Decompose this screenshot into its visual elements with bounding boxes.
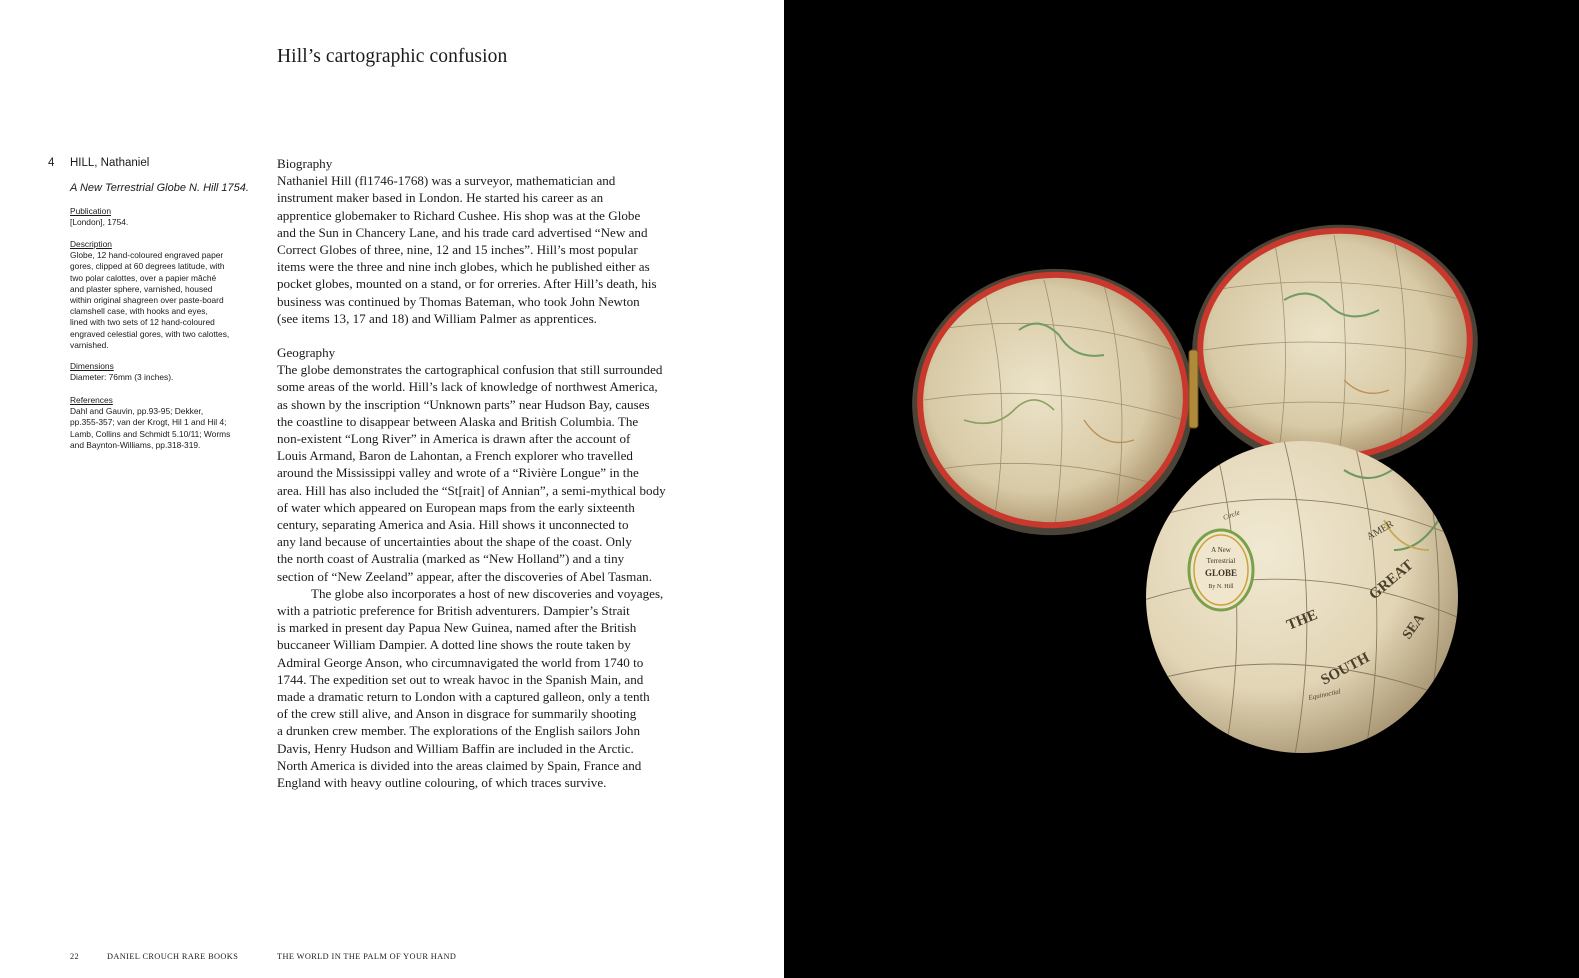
globe-label: SOUTH	[1318, 649, 1373, 689]
description-label: Description	[70, 239, 112, 249]
description-line: and plaster sphere, varnished, housed	[70, 283, 213, 294]
biography-line: pocket globes, mounted on a stand, or for orreries. After Hill’s death, his	[277, 276, 657, 292]
cartouche-line: Terrestrial	[1206, 557, 1236, 565]
description-line: two polar calottes, over a papier mâché	[70, 272, 217, 283]
references-block	[70, 395, 254, 451]
biography-section	[277, 155, 669, 327]
geography-line: is marked in present day Papua New Guinea, named after the British	[277, 620, 637, 636]
geography-section	[277, 344, 669, 791]
dimensions-label: Dimensions	[70, 361, 114, 371]
globe-label: Circle	[1221, 508, 1241, 522]
geography-line: England with heavy outline colouring, of which traces survive.	[277, 775, 607, 791]
geography-line: the north coast of Australia (marked as “New Holland”) and a tiny	[277, 551, 625, 567]
geography-line: buccaneer William Dampier. A dotted line shows the route taken by	[277, 637, 631, 653]
geography-line: made a dramatic return to London with a captured galleon, only a tenth	[277, 689, 650, 705]
geography-line: of water which appeared on European maps from the early sixteenth	[277, 499, 635, 515]
cartouche-line: GLOBE	[1204, 568, 1238, 578]
publication-block	[70, 206, 254, 228]
description-line: Globe, 12 hand-coloured engraved paper	[70, 250, 224, 261]
item-title: A New Terrestrial Globe N. Hill 1754.	[70, 182, 249, 194]
biography-line: Correct Globes of three, nine, 12 and 15 inches”. Hill’s most popular	[277, 242, 638, 258]
cartouche-line: A New	[1211, 546, 1231, 554]
description-line: clamshell case, with hooks and eyes,	[70, 306, 208, 317]
item-number: 4	[48, 157, 55, 169]
biography-line: (see items 13, 17 and 18) and William Palmer as apprentices.	[277, 310, 597, 326]
geography-line: area. Hill has also included the “St[rait] of Annian”, a semi-mythical body	[277, 482, 666, 498]
globe-label: GREAT	[1366, 557, 1417, 604]
geography-heading: Geography	[277, 345, 336, 360]
references-line: and Baynton-Williams, pp.318-319.	[70, 439, 201, 450]
biography-line: instrument maker based in London. He started his career as an	[277, 190, 604, 206]
globe-cartouche	[1189, 530, 1253, 610]
globe-label: SEA	[1399, 611, 1428, 643]
geography-line: the coastline to disappear between Alaska and British Columbia. The	[277, 413, 639, 429]
cartouche-line: By N. Hill	[1208, 584, 1234, 590]
geography-line: section of “New Zeeland” appear, after the discoveries of Abel Tasman.	[277, 568, 652, 584]
biography-line: business was continued by Thomas Bateman, who took John Newton	[277, 293, 640, 309]
geography-line: around the Mississippi valley and wrote of a “Rivière Longue” in the	[277, 465, 639, 481]
footer-book-title: THE WORLD IN THE PALM OF YOUR HAND	[277, 952, 457, 961]
publication-line: [London], 1754.	[70, 217, 129, 228]
globe-label: THE	[1284, 607, 1320, 634]
biography-line: items were the three and nine inch globes, which he published either as	[277, 259, 650, 275]
description-line: engraved celestial gores, with two calottes,	[70, 328, 230, 339]
geography-line: non-existent “Long River” in America is drawn after the account of	[277, 431, 631, 447]
globe-label: AMER	[1365, 518, 1396, 543]
geography-line: a drunken crew member. The explorations of the English sailors John	[277, 723, 641, 739]
geography-line: some areas of the world. Hill’s lack of knowledge of northwest America,	[277, 379, 658, 395]
description-block	[70, 239, 254, 351]
right-page-photo	[784, 0, 1579, 978]
geography-line: century, separating America and Asia. Hill shows it unconnected to	[277, 517, 629, 533]
geography-line: with a patriotic preference for British adventurers. Dampier’s Strait	[277, 603, 630, 619]
geography-line: 1744. The expedition set out to wreak havoc in the Spanish Main, and	[277, 671, 644, 687]
terrestrial-globe	[1144, 440, 1464, 760]
description-line: lined with two sets of 12 hand-coloured	[70, 317, 215, 328]
references-label: References	[70, 395, 113, 405]
folio-number: 22	[70, 952, 80, 961]
left-page	[0, 0, 784, 978]
geography-line: Admiral George Anson, who circumnavigated the world from 1740 to	[277, 654, 644, 670]
item-author: HILL, Nathaniel	[70, 157, 150, 169]
description-line: within original shagreen over paste-board	[70, 295, 224, 306]
globe-label: Equinoctial	[1307, 687, 1342, 702]
biography-line: Nathaniel Hill (fl1746-1768) was a surveyor, mathematician and	[277, 173, 616, 189]
description-line: gores, clipped at 60 degrees latitude, with	[70, 261, 225, 272]
geography-line: of the crew still alive, and Anson in disgrace for summarily shooting	[277, 706, 637, 722]
biography-heading: Biography	[277, 156, 333, 171]
dimensions-block	[70, 361, 254, 383]
geography-line: Louis Armand, Baron de Lahontan, a French explorer who travelled	[277, 448, 633, 464]
references-line: pp.355-357; van der Krogt, Hil 1 and Hil 4;	[70, 417, 227, 428]
dimensions-line: Diameter: 76mm (3 inches).	[70, 372, 174, 383]
geography-line: any land because of uncertainties about the shape of the coast. Only	[277, 534, 632, 550]
description-line: varnished.	[70, 339, 109, 350]
page-title: Hill’s cartographic confusion	[277, 46, 508, 67]
case-shell-left	[895, 251, 1211, 554]
geography-line: The globe demonstrates the cartographical confusion that still surrounded	[277, 362, 663, 378]
biography-line: and the Sun in Chancery Lane, and his trade card advertised “New and	[277, 224, 648, 240]
footer-publisher: DANIEL CROUCH RARE BOOKS	[107, 952, 239, 961]
references-line: Dahl and Gauvin, pp.93-95; Dekker,	[70, 406, 204, 417]
geography-line: as shown by the inscription “Unknown parts” near Hudson Bay, causes	[277, 396, 650, 412]
geography-line: The globe also incorporates a host of new discoveries and voyages,	[311, 585, 664, 601]
geography-line: North America is divided into the areas claimed by Spain, France and	[277, 757, 642, 773]
case-hinge	[1189, 350, 1198, 428]
biography-line: apprentice globemaker to Richard Cushee. His shop was at the Globe	[277, 207, 641, 223]
pocket-globe-photo	[784, 0, 1579, 978]
case-shell-right	[1180, 211, 1490, 482]
geography-line: Davis, Henry Hudson and William Baffin are included in the Arctic.	[277, 740, 634, 756]
publication-label: Publication	[70, 206, 111, 216]
references-line: Lamb, Collins and Schmidt 5.10/11; Worms	[70, 428, 231, 439]
